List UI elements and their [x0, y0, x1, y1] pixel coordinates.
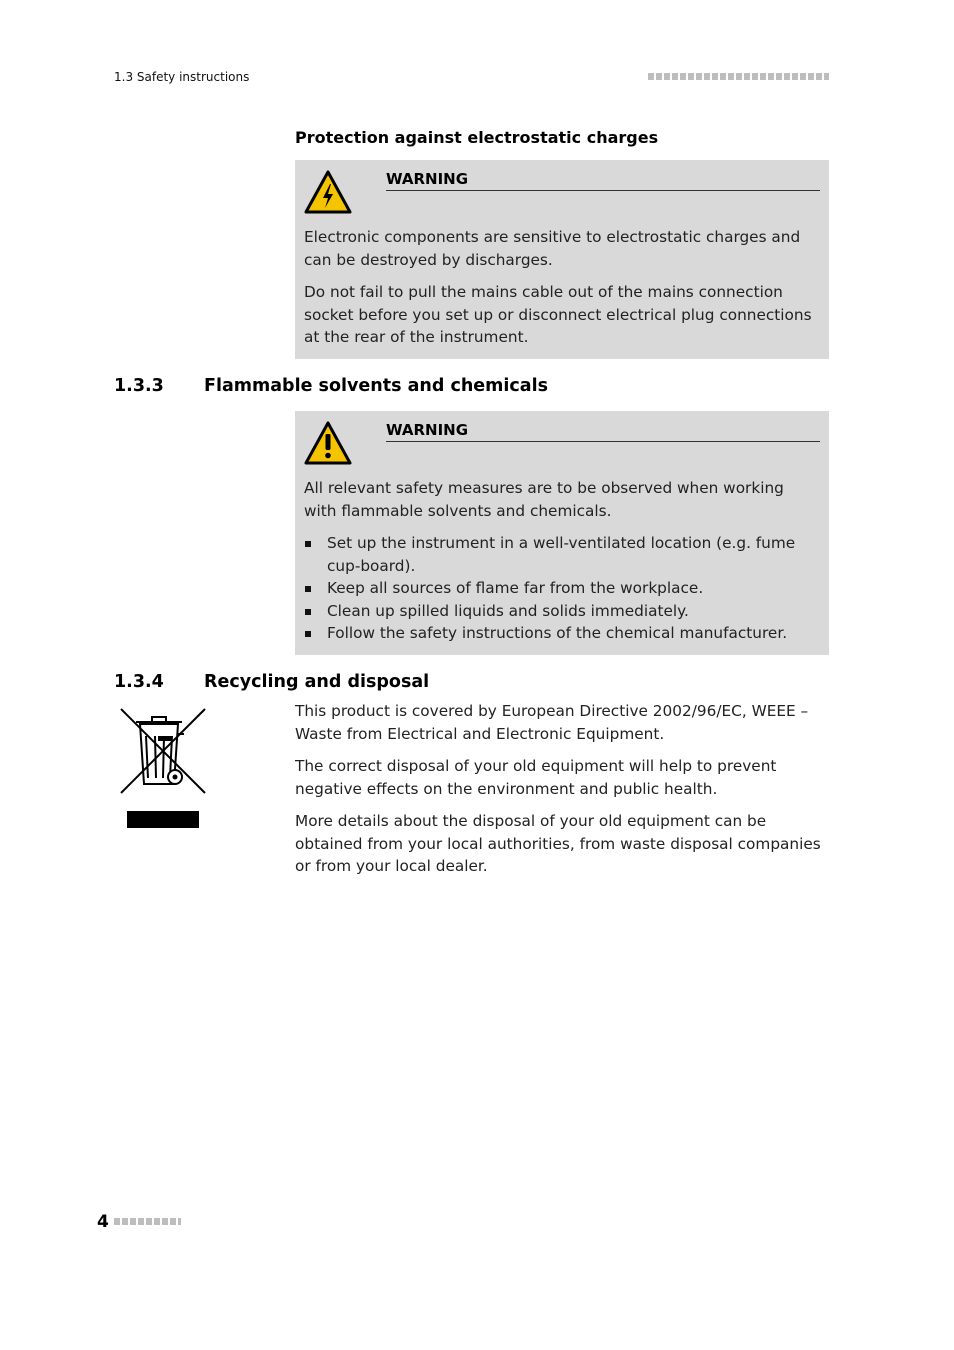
section-1-3-3-heading — [114, 376, 548, 396]
flammable-warning-text — [304, 477, 817, 645]
esd-warning-box — [295, 160, 829, 359]
page-number: 4 — [97, 1212, 109, 1232]
weee-black-bar — [127, 811, 199, 828]
list-item: Keep all sources of flame far from the workplace. — [304, 577, 817, 600]
section-1-3-4-heading — [114, 672, 429, 692]
flammable-warning-box — [295, 411, 829, 655]
flammable-warning-label: WARNING — [386, 421, 820, 442]
list-item: Clean up spilled liquids and solids immediately. — [304, 600, 817, 623]
flammable-intro: All relevant safety measures are to be observed when working with flammable solvents and chemicals. — [304, 479, 784, 520]
running-header: 1.3 Safety instructions — [114, 70, 250, 84]
section-title: Recycling and disposal — [204, 672, 430, 692]
section-number: 1.3.4 — [114, 672, 164, 692]
esd-heading: Protection against electrostatic charges — [295, 128, 659, 147]
recycling-paragraph: The correct disposal of your old equipment will help to prevent negative effects on the environment and public health. — [295, 757, 777, 798]
header-dot-rule — [648, 73, 829, 80]
warning-exclamation-icon — [304, 421, 352, 465]
list-item: Set up the instrument in a well-ventilated location (e.g. fume cup-board). — [304, 532, 817, 577]
esd-warning-text — [304, 226, 817, 359]
footer-dot-rule — [114, 1218, 181, 1225]
section-title: Flammable solvents and chemicals — [204, 376, 548, 396]
section-number: 1.3.3 — [114, 376, 164, 396]
recycling-paragraph: This product is covered by European Directive 2002/96/EC, WEEE – Waste from Electrical and Electronic Equipment. — [295, 702, 809, 743]
esd-paragraph: Do not fail to pull the mains cable out of the mains connection socket before you set up or disconnect electrical plug connections at the rear of the instrument. — [304, 283, 812, 346]
esd-warning-label: WARNING — [386, 170, 820, 191]
crossed-out-wheelie-bin-icon — [118, 706, 208, 796]
flammable-bullet-list — [304, 532, 817, 645]
electric-hazard-icon — [304, 170, 352, 214]
esd-paragraph: Electronic components are sensitive to electrostatic charges and can be destroyed by discharges. — [304, 228, 801, 269]
recycling-paragraph: More details about the disposal of your old equipment can be obtained from your local authorities, from waste disposal companies or from your local dealer. — [295, 812, 821, 875]
recycling-text — [295, 700, 829, 888]
list-item: Follow the safety instructions of the chemical manufacturer. — [304, 622, 817, 645]
